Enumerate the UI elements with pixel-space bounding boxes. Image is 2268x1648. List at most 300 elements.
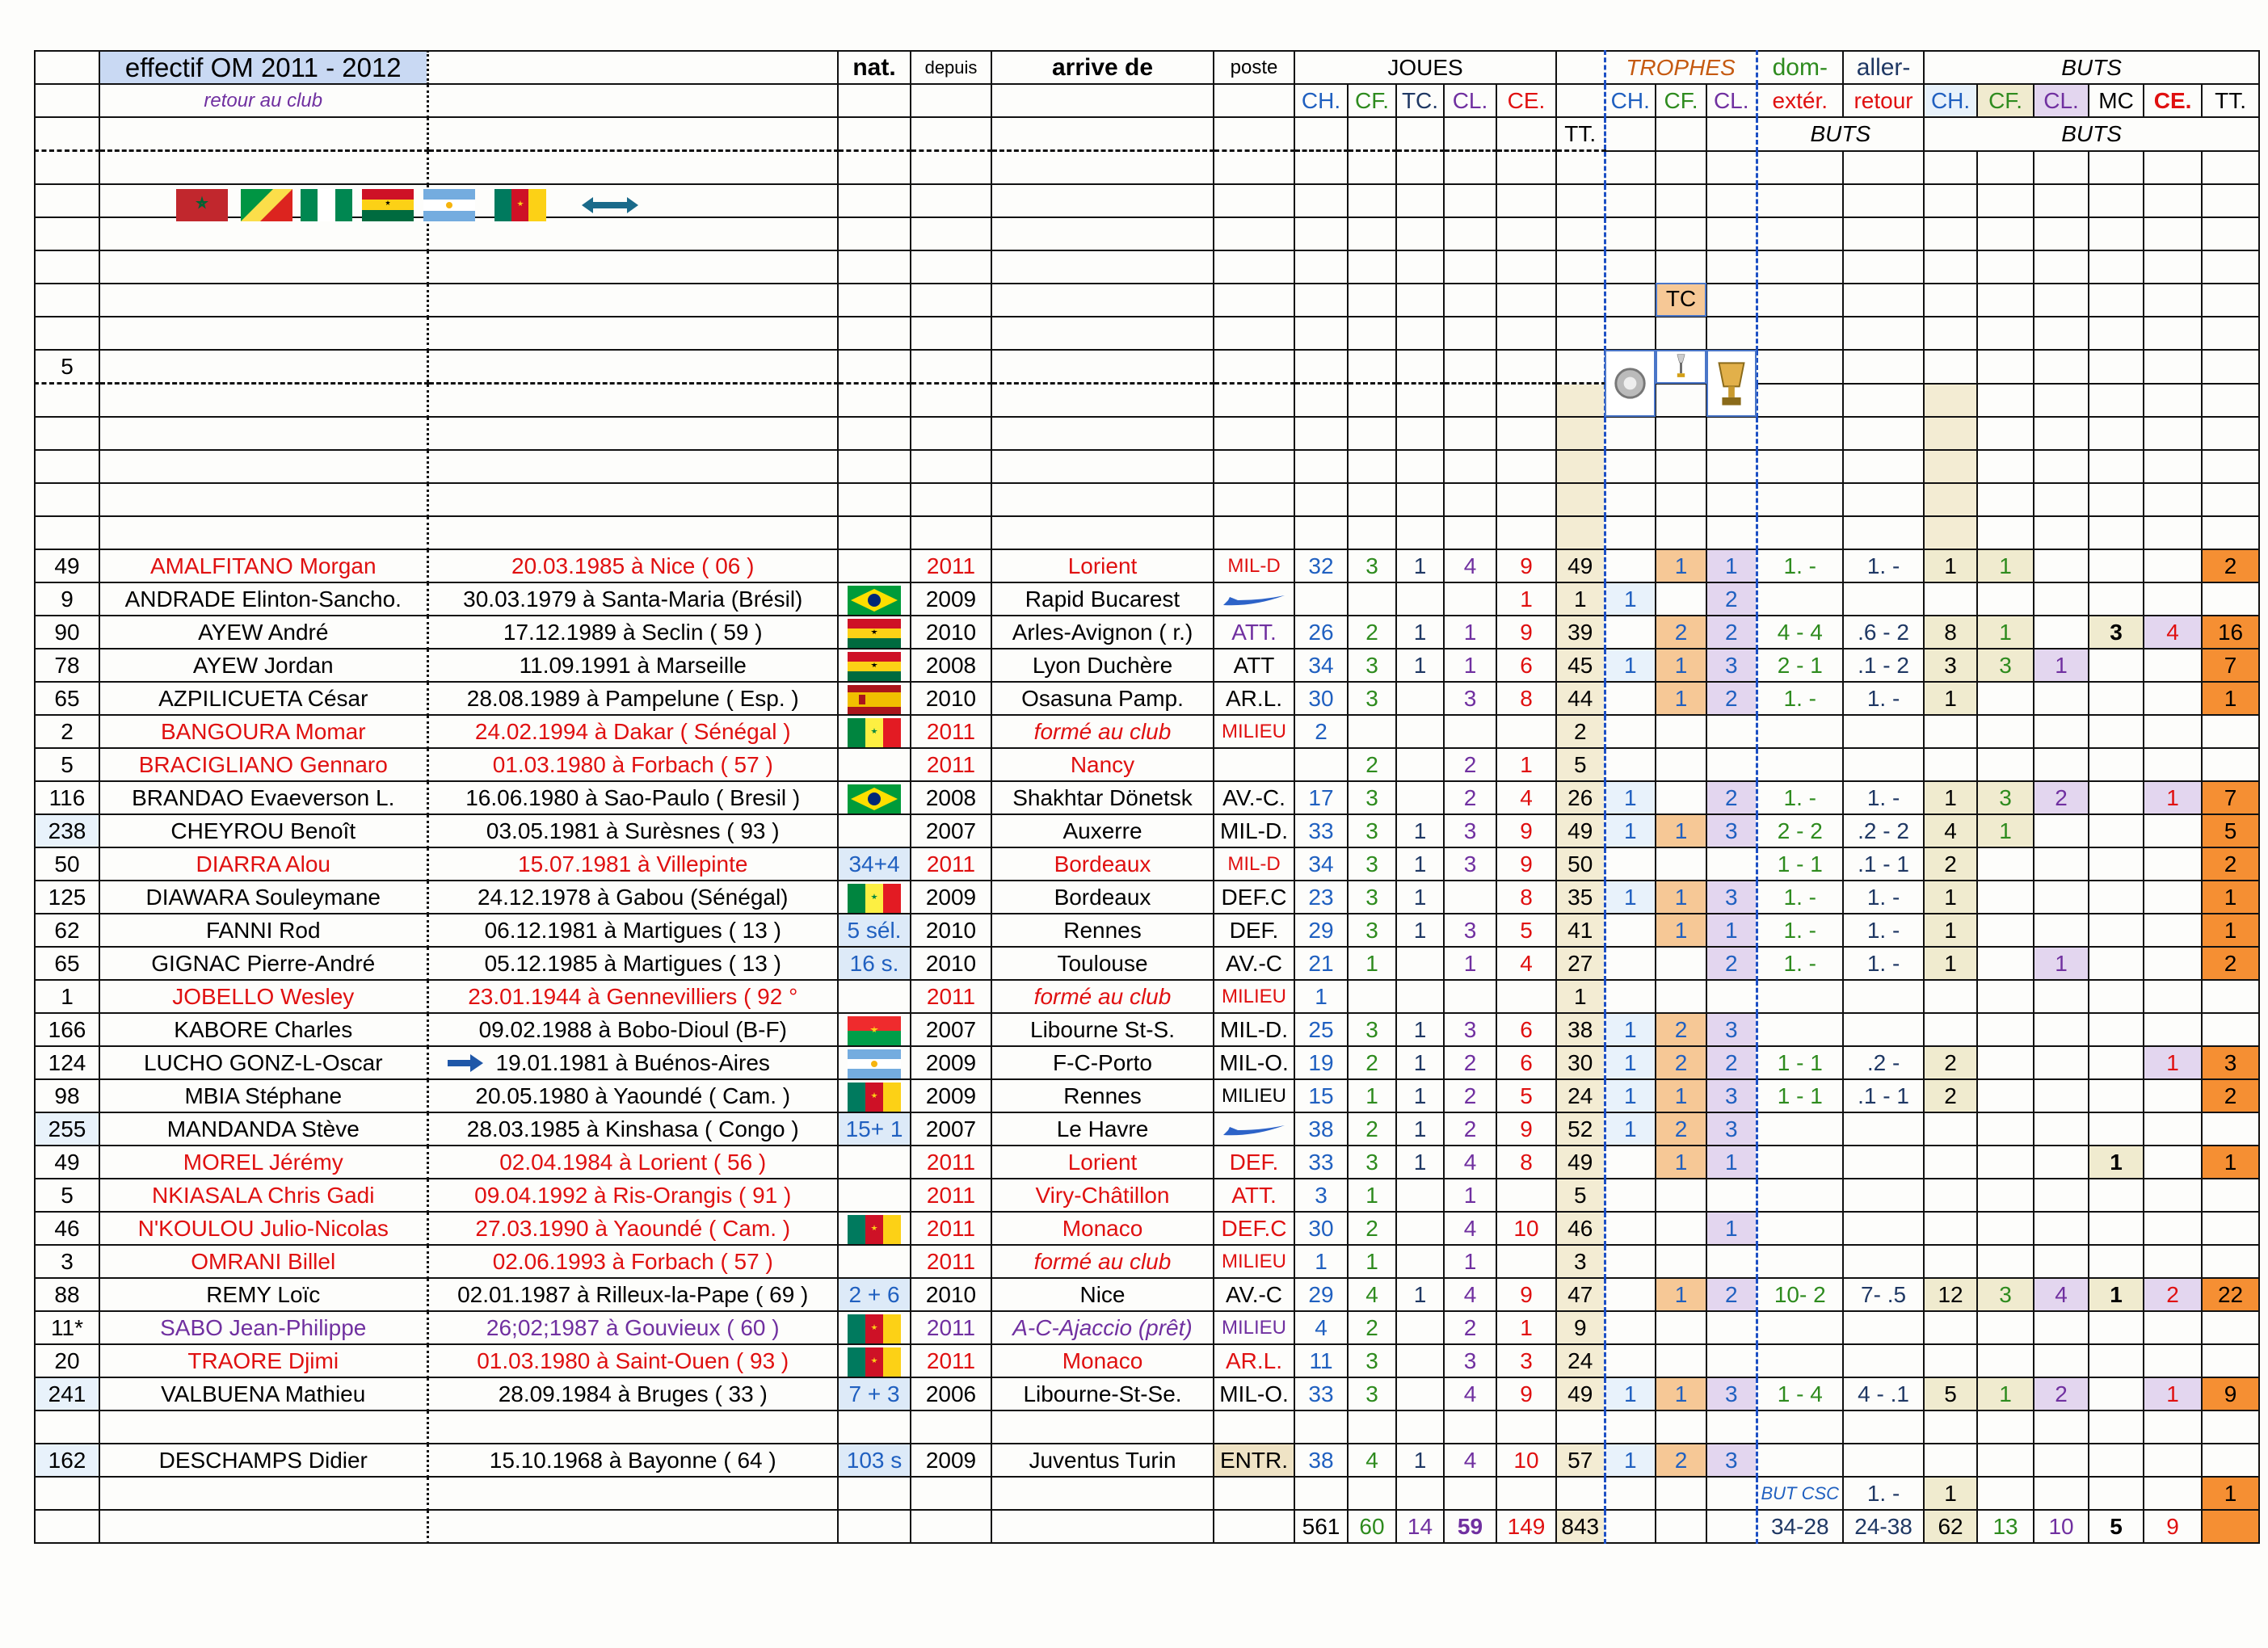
goals-dom xyxy=(1757,980,1843,1013)
joues-tc: 1 xyxy=(1396,914,1444,947)
spacer-cell xyxy=(1977,483,2034,516)
spacer-cell xyxy=(1605,217,1656,250)
blank-cell xyxy=(1294,1410,1348,1444)
goals-ce xyxy=(2144,549,2202,582)
goals-cf: 3 xyxy=(1977,781,2034,814)
goals-dom: 2 - 2 xyxy=(1757,814,1843,847)
trophy-cl xyxy=(1706,1245,1757,1278)
player-since: 2011 xyxy=(911,1179,991,1212)
roster-table xyxy=(34,50,2260,1544)
blank-cell xyxy=(1706,1410,1757,1444)
spacer-cell xyxy=(1294,184,1348,217)
goals-aller: .1 - 1 xyxy=(1843,847,1924,881)
spacer-cell xyxy=(2089,384,2144,418)
csc-empty xyxy=(1348,1477,1396,1510)
spacer-cell xyxy=(1214,417,1294,450)
spacer-cell xyxy=(1757,217,1843,250)
joues-ce: 3 xyxy=(1496,1344,1556,1377)
joues-cl: 2 xyxy=(1444,1311,1496,1344)
cameroon-flag-icon xyxy=(848,1347,901,1377)
player-position: MILIEU xyxy=(1214,1079,1294,1112)
spacer-cell xyxy=(1444,317,1496,350)
exter-header: extér. xyxy=(1757,84,1843,117)
goals-aller xyxy=(1843,748,1924,781)
spacer-cell xyxy=(1396,317,1444,350)
csc-empty xyxy=(1977,1477,2034,1510)
b-tt-header: TT. xyxy=(2202,84,2259,117)
total-played: 5 xyxy=(1556,1179,1605,1212)
aller-header: aller- xyxy=(1843,51,1924,84)
total-played: 24 xyxy=(1556,1079,1605,1112)
trophy-ch: 1 xyxy=(1605,582,1656,616)
goals-cl xyxy=(2034,881,2089,914)
goals-aller xyxy=(1843,1146,1924,1179)
coach-empty xyxy=(2144,1444,2202,1477)
player-position: ATT. xyxy=(1214,616,1294,649)
player-since: 2009 xyxy=(911,881,991,914)
player-position: MIL-D. xyxy=(1214,1013,1294,1046)
joues-ch: 29 xyxy=(1294,914,1348,947)
player-name: MANDANDA Stève xyxy=(99,1112,427,1146)
trophy-cf xyxy=(1656,980,1706,1013)
goals-cf xyxy=(1977,582,2034,616)
t-cl-header: CL. xyxy=(1706,84,1757,117)
spacer-cell xyxy=(1396,516,1444,549)
player-birth: 09.02.1988 à Bobo-Dioul (B-F) xyxy=(427,1013,838,1046)
player-from: Osasuna Pamp. xyxy=(991,682,1214,715)
coach-joues: 1 xyxy=(1396,1444,1444,1477)
player-name: SABO Jean-Philippe xyxy=(99,1311,427,1344)
spacer-cell xyxy=(1706,250,1757,284)
spacer-cell xyxy=(427,417,838,450)
trophy-cl xyxy=(1706,1179,1757,1212)
spacer-cell xyxy=(1656,417,1706,450)
player-number: 65 xyxy=(35,682,99,715)
spacer-cell xyxy=(2034,384,2089,418)
goals-ch xyxy=(1924,1212,1977,1245)
goals-ch xyxy=(1924,748,1977,781)
spacer-cell xyxy=(1605,450,1656,483)
player-number: 255 xyxy=(35,1112,99,1146)
spacer-cell xyxy=(427,350,838,384)
goals-mc xyxy=(2089,1013,2144,1046)
player-number: 241 xyxy=(35,1377,99,1410)
trophy-cl: 3 xyxy=(1706,881,1757,914)
joues-ce: 1 xyxy=(1496,748,1556,781)
spacer-cell xyxy=(838,184,911,217)
spacer-cell xyxy=(35,450,99,483)
joues-cf: 1 xyxy=(1348,947,1396,980)
argentina-flag-icon xyxy=(423,189,475,221)
player-birth: 24.02.1994 à Dakar ( Sénégal ) xyxy=(427,715,838,748)
goals-cl xyxy=(2034,847,2089,881)
trophy-cl: 3 xyxy=(1706,1112,1757,1146)
b-mc-header: MC xyxy=(2089,84,2144,117)
goals-cf xyxy=(1977,1112,2034,1146)
spacer-cell xyxy=(911,350,991,384)
trophy-ch xyxy=(1605,1146,1656,1179)
player-since: 2011 xyxy=(911,847,991,881)
player-position: DEF.C xyxy=(1214,881,1294,914)
spacer-cell xyxy=(1656,250,1706,284)
goals-aller xyxy=(1843,980,1924,1013)
spacer-cell xyxy=(1757,317,1843,350)
spacer-cell xyxy=(1444,151,1496,185)
goals-ch xyxy=(1924,980,1977,1013)
coach-row xyxy=(35,1444,2259,1477)
player-name: NKIASALA Chris Gadi xyxy=(99,1179,427,1212)
player-from: formé au club xyxy=(991,715,1214,748)
player-since: 2011 xyxy=(911,715,991,748)
joues-ch: 2 xyxy=(1294,715,1348,748)
tc-label: TC xyxy=(1656,283,1706,317)
goals-ce xyxy=(2144,980,2202,1013)
joues-tc xyxy=(1396,682,1444,715)
coach-number: 162 xyxy=(35,1444,99,1477)
goals-dom: 1. - xyxy=(1757,781,1843,814)
goals-aller xyxy=(1843,1311,1924,1344)
trophy-cf: 1 xyxy=(1656,881,1706,914)
spacer-cell xyxy=(1396,350,1444,384)
joues-cf: 3 xyxy=(1348,881,1396,914)
blank-cell xyxy=(1214,1410,1294,1444)
goals-cf: 1 xyxy=(1977,814,2034,847)
goals-dom: 10- 2 xyxy=(1757,1278,1843,1311)
goals-mc xyxy=(2089,947,2144,980)
spacer-cell xyxy=(2034,184,2089,217)
spacer-cell xyxy=(911,317,991,350)
joues-cf: 3 xyxy=(1348,649,1396,682)
spacer-cell xyxy=(1294,151,1348,185)
spacer-cell xyxy=(1843,217,1924,250)
coach-trophy-cl: 3 xyxy=(1706,1444,1757,1477)
joues-ch: 23 xyxy=(1294,881,1348,914)
joues-tc xyxy=(1396,1344,1444,1377)
player-since: 2008 xyxy=(911,781,991,814)
coach-empty xyxy=(2089,1444,2144,1477)
goals-aller xyxy=(1843,1179,1924,1212)
spacer-cell xyxy=(35,417,99,450)
player-number: 238 xyxy=(35,814,99,847)
j-cl-header: CL. xyxy=(1444,84,1496,117)
spacer-cell xyxy=(1444,417,1496,450)
csc-empty xyxy=(1444,1477,1496,1510)
joues-cf: 2 xyxy=(1348,1112,1396,1146)
spacer-cell xyxy=(1924,350,1977,384)
blank-cell xyxy=(2202,1410,2259,1444)
b-ce-header: CE. xyxy=(2144,84,2202,117)
goals-total xyxy=(2202,1112,2259,1146)
blank-cell xyxy=(99,1410,427,1444)
goals-cl: 1 xyxy=(2034,947,2089,980)
goals-ch: 1 xyxy=(1924,881,1977,914)
spacer-cell xyxy=(1757,483,1843,516)
joues-cf: 2 xyxy=(1348,1212,1396,1245)
spacer-cell xyxy=(1396,184,1444,217)
total-played: 3 xyxy=(1556,1245,1605,1278)
totals-empty xyxy=(991,1510,1214,1543)
goals-ce xyxy=(2144,649,2202,682)
goals-cf xyxy=(1977,1079,2034,1112)
goals-total: 5 xyxy=(2202,814,2259,847)
joues-tc xyxy=(1396,582,1444,616)
goals-dom: 1 - 1 xyxy=(1757,847,1843,881)
spacer-cell xyxy=(1924,384,1977,418)
player-position xyxy=(1214,582,1294,616)
player-number: 9 xyxy=(35,582,99,616)
player-since: 2011 xyxy=(911,980,991,1013)
total-played: 49 xyxy=(1556,1146,1605,1179)
trophy-ch xyxy=(1605,947,1656,980)
congo-flag-icon xyxy=(241,189,292,221)
joues-ce xyxy=(1496,1245,1556,1278)
joues-tc xyxy=(1396,1212,1444,1245)
joues-cf: 3 xyxy=(1348,1013,1396,1046)
trophy-cf: 1 xyxy=(1656,649,1706,682)
goals-ch xyxy=(1924,1112,1977,1146)
trophy-cl: 2 xyxy=(1706,582,1757,616)
goals-cl xyxy=(2034,1212,2089,1245)
goals-total xyxy=(2202,1344,2259,1377)
joues-cf: 3 xyxy=(1348,781,1396,814)
goals-mc xyxy=(2089,1245,2144,1278)
spacer-cell xyxy=(1214,151,1294,185)
retour-label: retour au club xyxy=(99,84,427,117)
player-nat xyxy=(838,781,911,814)
goals-mc xyxy=(2089,980,2144,1013)
player-birth: 28.03.1985 à Kinshasa ( Congo ) xyxy=(427,1112,838,1146)
goals-total xyxy=(2202,980,2259,1013)
player-birth: 23.01.1944 à Gennevilliers ( 92 ° xyxy=(427,980,838,1013)
goals-total xyxy=(2202,1013,2259,1046)
goals-cf: 1 xyxy=(1977,1377,2034,1410)
total-played: 9 xyxy=(1556,1311,1605,1344)
player-name: VALBUENA Mathieu xyxy=(99,1377,427,1410)
total-played: 1 xyxy=(1556,980,1605,1013)
player-birth: 02.01.1987 à Rilleux-la-Pape ( 69 ) xyxy=(427,1278,838,1311)
spacer-cell xyxy=(1924,184,1977,217)
spacer-cell xyxy=(1706,450,1757,483)
player-since: 2010 xyxy=(911,914,991,947)
joues-ce: 8 xyxy=(1496,881,1556,914)
cup-trophy-icon xyxy=(1656,350,1706,384)
spacer-cell xyxy=(911,284,991,317)
trophy-cf: 1 xyxy=(1656,1377,1706,1410)
total-played: 49 xyxy=(1556,549,1605,582)
spacer-cell xyxy=(2089,317,2144,350)
player-from: Lorient xyxy=(991,549,1214,582)
joues-ce: 1 xyxy=(1496,1311,1556,1344)
spacer-cell xyxy=(1977,450,2034,483)
spacer-cell xyxy=(1706,483,1757,516)
blank-cell xyxy=(2144,1410,2202,1444)
goals-dom xyxy=(1757,1179,1843,1212)
totals-joues: 59 xyxy=(1444,1510,1496,1543)
spacer-cell xyxy=(911,184,991,217)
player-from: Rennes xyxy=(991,1079,1214,1112)
totals-played: 843 xyxy=(1556,1510,1605,1543)
coach-birth: 15.10.1968 à Bayonne ( 64 ) xyxy=(427,1444,838,1477)
player-number: 49 xyxy=(35,549,99,582)
spacer-cell xyxy=(911,217,991,250)
trophy-cl: 1 xyxy=(1706,1212,1757,1245)
spacer-cell xyxy=(35,317,99,350)
goals-aller: 4 - .1 xyxy=(1843,1377,1924,1410)
goals-aller: 1. - xyxy=(1843,549,1924,582)
spacer-cell xyxy=(1556,284,1605,317)
player-name: BANGOURA Momar xyxy=(99,715,427,748)
joues-cf: 2 xyxy=(1348,748,1396,781)
joues-tc: 1 xyxy=(1396,1112,1444,1146)
goals-aller xyxy=(1843,1245,1924,1278)
goals-ch xyxy=(1924,1146,1977,1179)
trophy-ch: 1 xyxy=(1605,781,1656,814)
spacer-cell xyxy=(1496,516,1556,549)
goals-mc xyxy=(2089,1344,2144,1377)
spacer-cell xyxy=(2202,284,2259,317)
goals-ce: 1 xyxy=(2144,1377,2202,1410)
player-nat: 15+ 1 xyxy=(838,1112,911,1146)
cameroon-flag-icon xyxy=(494,189,546,221)
spacer-cell xyxy=(1924,417,1977,450)
csc-empty xyxy=(911,1477,991,1510)
ghana-flag-icon xyxy=(848,652,901,681)
spacer-cell xyxy=(838,217,911,250)
spacer-row xyxy=(35,317,2259,350)
coach-trophy-ch: 1 xyxy=(1605,1444,1656,1477)
tt-header-spacer xyxy=(1556,51,1605,84)
trophy-ch: 1 xyxy=(1605,1377,1656,1410)
joues-cf: 1 xyxy=(1348,1245,1396,1278)
goals-total: 2 xyxy=(2202,847,2259,881)
goals-ce xyxy=(2144,1013,2202,1046)
player-number: 20 xyxy=(35,1344,99,1377)
goals-total: 2 xyxy=(2202,1079,2259,1112)
goals-aller: .2 - 2 xyxy=(1843,814,1924,847)
header-row-1 xyxy=(35,51,2259,84)
spacer-cell xyxy=(1556,250,1605,284)
player-name: AMALFITANO Morgan xyxy=(99,549,427,582)
player-birth: 11.09.1991 à Marseille xyxy=(427,649,838,682)
spacer-cell xyxy=(991,450,1214,483)
spacer-cell xyxy=(427,483,838,516)
spacer-cell xyxy=(1214,516,1294,549)
goals-cf xyxy=(1977,1344,2034,1377)
player-since: 2010 xyxy=(911,947,991,980)
player-row xyxy=(35,947,2259,980)
joues-ch: 1 xyxy=(1294,980,1348,1013)
joues-cl: 2 xyxy=(1444,781,1496,814)
joues-cl: 3 xyxy=(1444,847,1496,881)
player-number: 116 xyxy=(35,781,99,814)
joues-ch xyxy=(1294,582,1348,616)
joues-cl xyxy=(1444,715,1496,748)
plane-icon xyxy=(1222,1116,1286,1141)
player-from: Libourne St-S. xyxy=(991,1013,1214,1046)
goals-ch xyxy=(1924,1179,1977,1212)
retour-header: retour xyxy=(1843,84,1924,117)
nigeria-flag-icon xyxy=(301,189,352,221)
joues-cf: 4 xyxy=(1348,1278,1396,1311)
spacer-cell xyxy=(1924,217,1977,250)
totals-joues: 60 xyxy=(1348,1510,1396,1543)
spacer-cell xyxy=(2034,450,2089,483)
trophy-cl xyxy=(1706,980,1757,1013)
player-number: 90 xyxy=(35,616,99,649)
spacer-cell xyxy=(2034,317,2089,350)
joues-ch: 21 xyxy=(1294,947,1348,980)
joues-ce: 9 xyxy=(1496,1278,1556,1311)
spacer-cell xyxy=(2144,317,2202,350)
player-name: CHEYROU Benoît xyxy=(99,814,427,847)
trophy-cl xyxy=(1706,847,1757,881)
goals-cf xyxy=(1977,748,2034,781)
spacer-cell xyxy=(1444,250,1496,284)
goals-ch: 1 xyxy=(1924,947,1977,980)
goals-total: 1 xyxy=(2202,914,2259,947)
trophy-cf: 2 xyxy=(1656,1046,1706,1079)
goals-total: 2 xyxy=(2202,549,2259,582)
player-nat xyxy=(838,1179,911,1212)
player-from: Monaco xyxy=(991,1344,1214,1377)
joues-cf: 3 xyxy=(1348,814,1396,847)
spacer-cell xyxy=(1605,317,1656,350)
player-number: 65 xyxy=(35,947,99,980)
joues-tc xyxy=(1396,1311,1444,1344)
header-row-2 xyxy=(35,84,2259,117)
joues-tc: 1 xyxy=(1396,881,1444,914)
spacer-cell xyxy=(1348,184,1396,217)
joues-cf: 3 xyxy=(1348,914,1396,947)
joues-cl: 2 xyxy=(1444,1079,1496,1112)
joues-tc xyxy=(1396,980,1444,1013)
spacer-cell xyxy=(2089,184,2144,217)
goals-ce xyxy=(2144,947,2202,980)
spacer-cell xyxy=(1556,417,1605,450)
spacer-cell xyxy=(991,417,1214,450)
spacer-cell xyxy=(35,483,99,516)
spacer-cell xyxy=(1396,217,1444,250)
goals-ce: 2 xyxy=(2144,1278,2202,1311)
player-since: 2011 xyxy=(911,1311,991,1344)
joues-cl: 4 xyxy=(1444,1278,1496,1311)
goals-mc: 3 xyxy=(2089,616,2144,649)
goals-ce: 1 xyxy=(2144,781,2202,814)
joues-ch: 32 xyxy=(1294,549,1348,582)
joues-ce: 9 xyxy=(1496,847,1556,881)
totals-goals-ch: 62 xyxy=(1924,1510,1977,1543)
player-from: formé au club xyxy=(991,1245,1214,1278)
spacer-row xyxy=(35,350,2259,384)
trophy-ch xyxy=(1605,914,1656,947)
spacer-cell xyxy=(1757,417,1843,450)
goals-mc xyxy=(2089,1311,2144,1344)
player-position: AR.L. xyxy=(1214,682,1294,715)
goals-aller: .1 - 2 xyxy=(1843,649,1924,682)
goals-ce xyxy=(2144,881,2202,914)
total-played: 35 xyxy=(1556,881,1605,914)
goals-aller xyxy=(1843,1112,1924,1146)
spacer-cell xyxy=(1843,384,1924,418)
spacer-cell xyxy=(2202,384,2259,418)
goals-cl xyxy=(2034,549,2089,582)
spacer-cell xyxy=(1214,250,1294,284)
goals-ce xyxy=(2144,1245,2202,1278)
spacer-cell xyxy=(1444,483,1496,516)
player-position: MILIEU xyxy=(1214,980,1294,1013)
goals-dom: 1 - 1 xyxy=(1757,1046,1843,1079)
j-cf-header: CF. xyxy=(1348,84,1396,117)
